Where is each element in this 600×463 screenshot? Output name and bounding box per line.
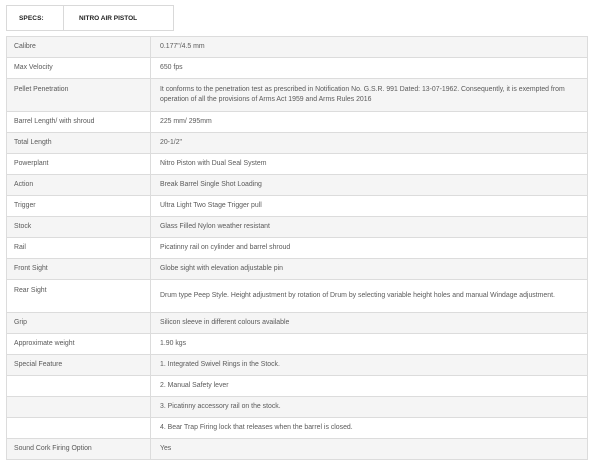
spec-key: Trigger [7,196,151,217]
spec-row-sound-cork [7,439,588,460]
spec-row-approximate-weight [7,334,588,355]
spec-value: Glass Filled Nylon weather resistant [151,217,588,238]
spec-key: Special Feature [7,355,151,376]
spec-value: Globe sight with elevation adjustable pin [151,259,588,280]
specs-header [6,5,174,31]
spec-value: Nitro Piston with Dual Seal System [151,154,588,175]
spec-value: Drum type Peep Style. Height adjustment by rotation of Drum by selecting variable height holes and manual Windage adjustment. [151,280,588,313]
specs-table [6,36,588,460]
spec-value: 650 fps [151,58,588,79]
spec-row-rail [7,238,588,259]
spec-key: Calibre [7,37,151,58]
spec-key: Rail [7,238,151,259]
spec-key: Barrel Length/ with shroud [7,112,151,133]
spec-key: Total Length [7,133,151,154]
spec-key: Sound Cork Firing Option [7,439,151,460]
spec-key: Rear Sight [7,280,151,313]
spec-row-pellet-penetration [7,79,588,112]
spec-key: Front Sight [7,259,151,280]
spec-row-trigger [7,196,588,217]
spec-key: Pellet Penetration [7,79,151,112]
spec-row-barrel-length [7,112,588,133]
spec-value: Yes [151,439,588,460]
spec-value: 0.177"/4.5 mm [151,37,588,58]
spec-value: 1. Integrated Swivel Rings in the Stock. [151,355,588,376]
spec-value: 225 mm/ 295mm [151,112,588,133]
spec-value: Break Barrel Single Shot Loading [151,175,588,196]
spec-value: 3. Picatinny accessory rail on the stock. [151,397,588,418]
spec-value: 2. Manual Safety lever [151,376,588,397]
specs-header-label: SPECS: [7,6,64,30]
spec-row-action [7,175,588,196]
spec-row-stock [7,217,588,238]
spec-key: Grip [7,313,151,334]
spec-key: Action [7,175,151,196]
spec-key [7,418,151,439]
spec-row-calibre [7,37,588,58]
spec-row-special-feature-4 [7,418,588,439]
specs-header-value: NITRO AIR PISTOL [79,14,138,22]
spec-row-front-sight [7,259,588,280]
spec-key: Powerplant [7,154,151,175]
spec-value: 4. Bear Trap Firing lock that releases when the barrel is closed. [151,418,588,439]
spec-row-special-feature-2 [7,376,588,397]
spec-value: 20-1/2" [151,133,588,154]
spec-row-total-length [7,133,588,154]
spec-row-grip [7,313,588,334]
spec-value: It conforms to the penetration test as prescribed in Notification No. G.S.R. 991 Dated: 13-07-1962. Consequently, it is exempted from operation of all the provisions of Arms Act 1959 and Arms Rules 2016 [151,79,588,112]
spec-value: 1.90 kgs [151,334,588,355]
spec-value: Picatinny rail on cylinder and barrel shroud [151,238,588,259]
spec-key: Max Velocity [7,58,151,79]
spec-row-max-velocity [7,58,588,79]
spec-row-special-feature-1 [7,355,588,376]
spec-row-rear-sight [7,280,588,313]
spec-value: Silicon sleeve in different colours available [151,313,588,334]
spec-key: Stock [7,217,151,238]
spec-value: Ultra Light Two Stage Trigger pull [151,196,588,217]
spec-key [7,376,151,397]
spec-row-powerplant [7,154,588,175]
spec-key [7,397,151,418]
spec-row-special-feature-3 [7,397,588,418]
spec-key: Approximate weight [7,334,151,355]
